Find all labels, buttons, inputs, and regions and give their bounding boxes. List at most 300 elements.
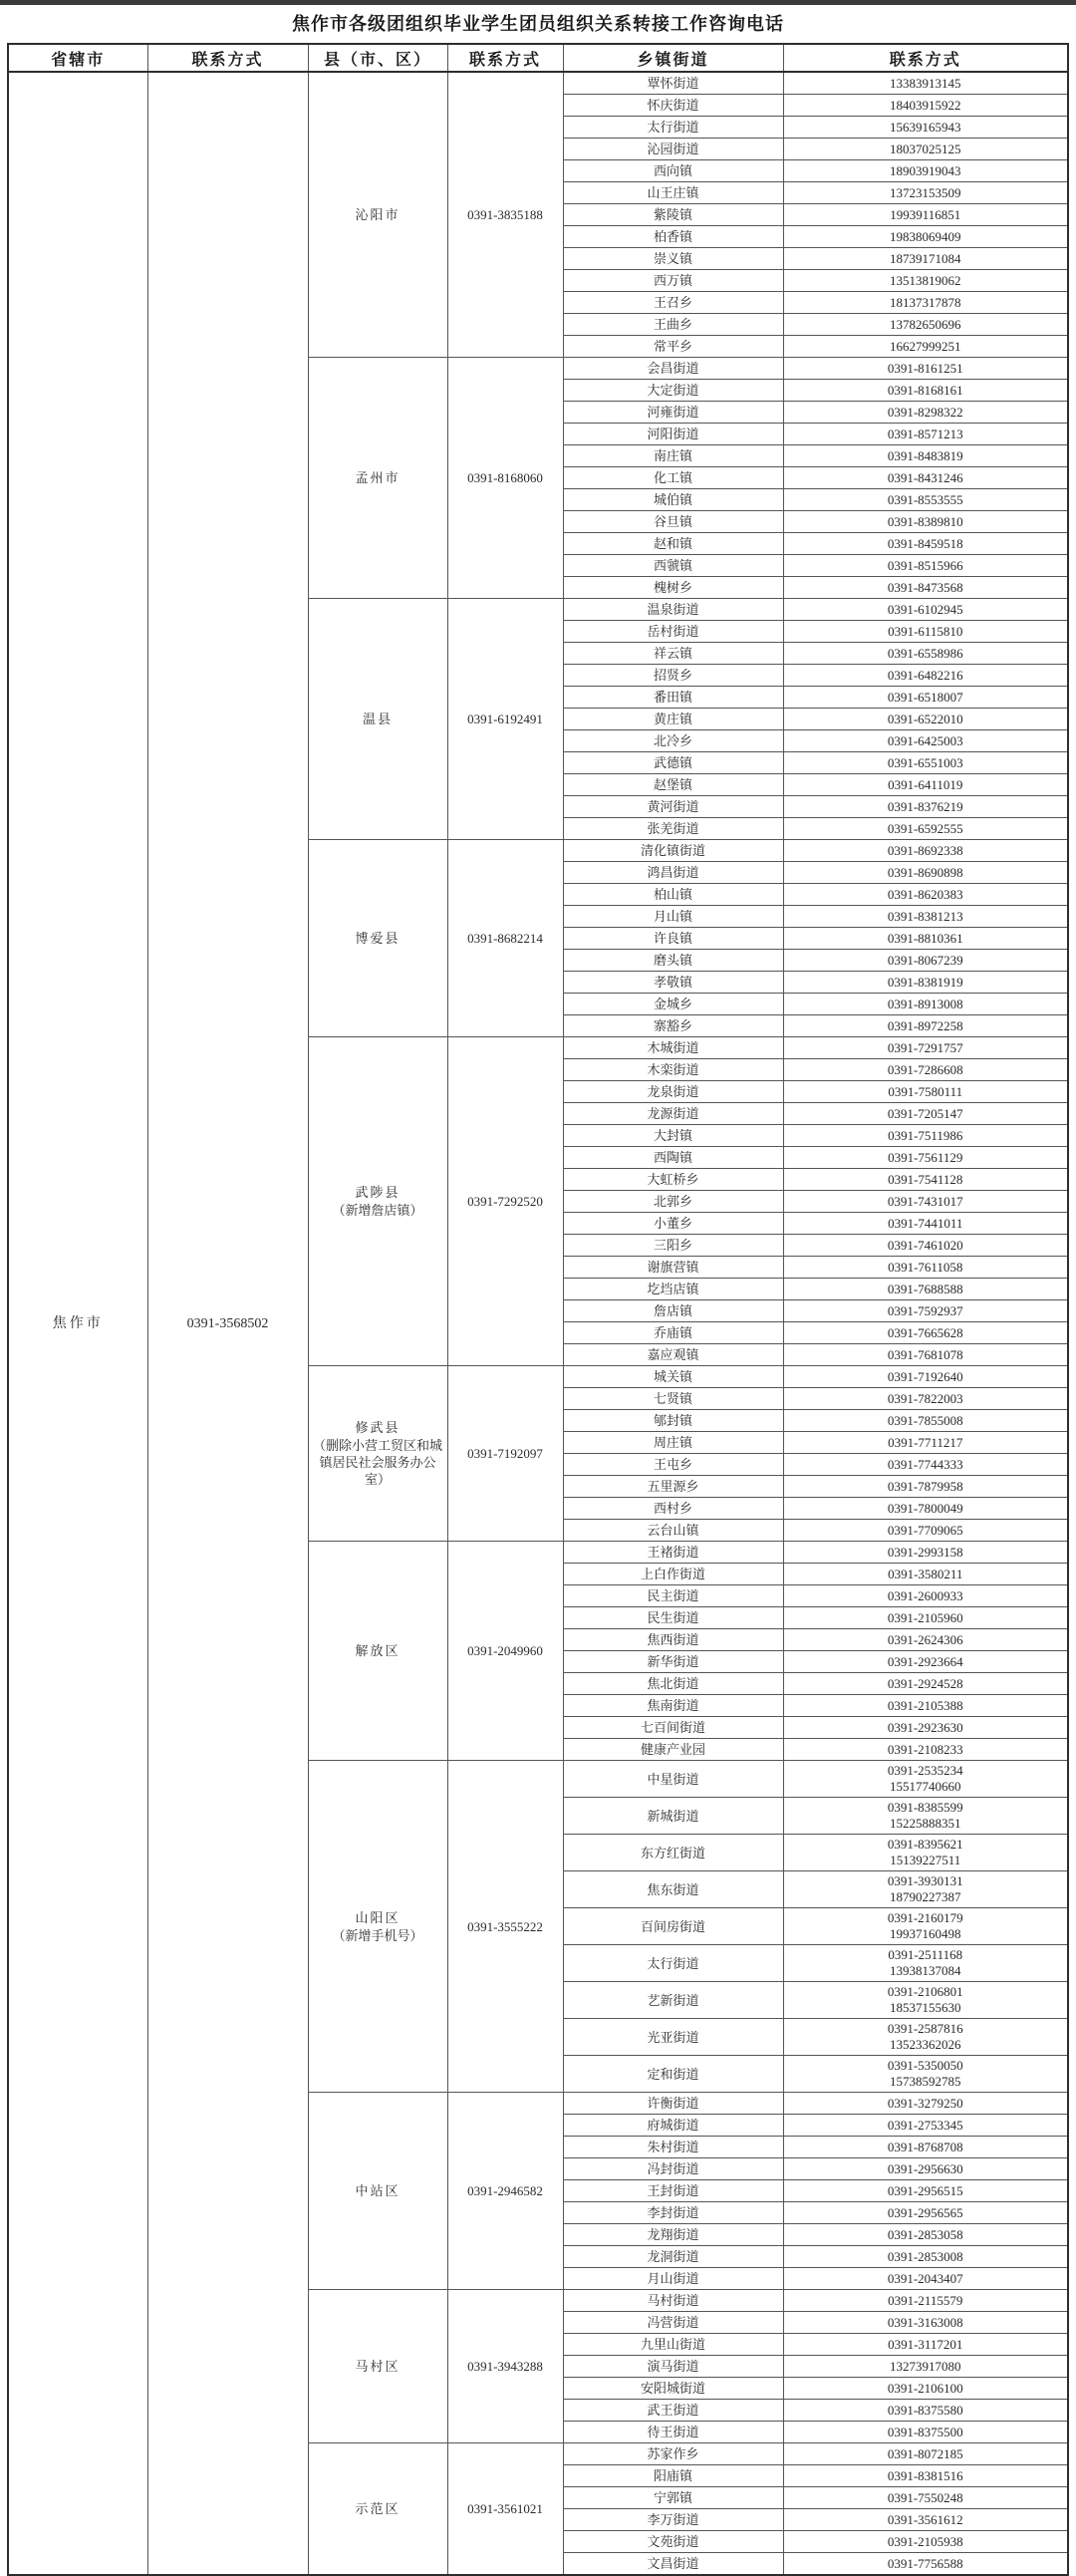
district-name-cell [308, 358, 447, 599]
township-phone-cell [783, 2531, 1068, 2553]
township-row [8, 72, 1068, 95]
township-phone-cell [783, 840, 1068, 862]
township-phone-cell [783, 1454, 1068, 1476]
township-cell: 王曲乡 [563, 314, 783, 336]
phone-number: 0391-7441011 [888, 1216, 963, 1231]
township-phone-cell [783, 1015, 1068, 1037]
phone-number: 0391-8381213 [887, 909, 963, 924]
township-cell: 新城街道 [563, 1798, 783, 1835]
phone-number: 0391-6425003 [887, 733, 963, 748]
district-name: 示范区 [355, 2501, 401, 2516]
township-phone-cell [783, 117, 1068, 139]
phone-number: 0391-7800049 [887, 1501, 963, 1516]
township-cell: 月山镇 [563, 906, 783, 928]
township-phone-cell [783, 1651, 1068, 1673]
township-phone-cell [783, 1059, 1068, 1081]
phone-number: 13383913145 [890, 76, 961, 91]
township-phone-cell [783, 467, 1068, 489]
township-cell: 圪垱店镇 [563, 1279, 783, 1300]
district-phone-cell: 0391-6192491 [447, 599, 563, 840]
phone-number: 0391-8376219 [887, 799, 963, 814]
phone-number: 0391-7192640 [887, 1369, 963, 1384]
township-phone-cell [783, 2224, 1068, 2246]
township-phone-cell [783, 1300, 1068, 1322]
township-cell: 龙洞街道 [563, 2246, 783, 2268]
phone-number: 0391-8913008 [887, 997, 963, 1011]
district-name: 博爱县 [355, 931, 401, 946]
district-name-cell [308, 2443, 447, 2576]
phone-number: 0391-8298322 [887, 405, 963, 420]
phone-number: 0391-8431246 [887, 470, 963, 485]
township-phone-cell [783, 1498, 1068, 1520]
phone-number: 0391-8067239 [887, 953, 963, 968]
township-phone-cell [783, 1585, 1068, 1607]
township-cell: 上白作街道 [563, 1564, 783, 1585]
township-cell: 健康产业园 [563, 1739, 783, 1761]
phone-number: 19838069409 [890, 229, 961, 244]
district-phone-cell: 0391-3555222 [447, 1761, 563, 2093]
township-cell: 文昌街道 [563, 2553, 783, 2576]
township-cell: 府城街道 [563, 2115, 783, 2137]
phone-number: 0391-8692338 [887, 843, 963, 858]
phone-number: 15517740660 [890, 1779, 961, 1794]
township-phone-cell [783, 1169, 1068, 1191]
township-phone-cell [783, 511, 1068, 533]
township-phone-cell [783, 2115, 1068, 2137]
township-phone-cell [783, 1761, 1068, 1798]
district-phone-cell: 0391-3943288 [447, 2290, 563, 2443]
township-cell: 招贤乡 [563, 665, 783, 687]
district-phone-cell: 0391-7192097 [447, 1366, 563, 1542]
phone-number: 15225888351 [890, 1816, 961, 1831]
township-cell: 武王街道 [563, 2400, 783, 2422]
township-phone-cell [783, 2137, 1068, 2158]
township-phone-cell [783, 2202, 1068, 2224]
district-phone-cell: 0391-8168060 [447, 358, 563, 599]
township-phone-cell [783, 1081, 1068, 1103]
phone-number: 0391-2106801 [887, 1984, 963, 1999]
phone-number: 0391-2160179 [887, 1910, 963, 1925]
phone-number: 0391-2853008 [887, 2249, 963, 2264]
district-name: 马村区 [355, 2359, 401, 2374]
phone-number: 0391-6482216 [887, 668, 963, 683]
phone-number: 0391-8483819 [887, 448, 963, 463]
township-cell: 大封镇 [563, 1125, 783, 1147]
district-name: 中站区 [355, 2183, 401, 2198]
phone-number: 19937160498 [890, 1926, 961, 1941]
phone-number: 0391-2956565 [887, 2205, 963, 2220]
township-phone-cell [783, 402, 1068, 424]
district-name-cell [308, 840, 447, 1037]
district-name: 孟州市 [355, 470, 401, 485]
phone-number: 0391-8375500 [887, 2425, 963, 2439]
township-phone-cell [783, 1322, 1068, 1344]
township-phone-cell [783, 884, 1068, 906]
phone-number: 0391-8072185 [887, 2446, 963, 2461]
phone-number: 0391-8375580 [887, 2403, 963, 2418]
township-cell: 待王街道 [563, 2422, 783, 2443]
phone-number: 0391-6518007 [887, 690, 963, 705]
district-name: 温县 [362, 712, 393, 726]
township-cell: 黄庄镇 [563, 709, 783, 730]
township-cell: 柏山镇 [563, 884, 783, 906]
township-phone-cell [783, 906, 1068, 928]
phone-number: 0391-7665628 [887, 1325, 963, 1340]
township-phone-cell [783, 1871, 1068, 1908]
township-phone-cell [783, 1695, 1068, 1717]
phone-number: 0391-5350050 [887, 2058, 963, 2073]
phone-number: 0391-6115810 [888, 624, 963, 639]
township-phone-cell [783, 928, 1068, 950]
phone-number: 0391-8972258 [887, 1018, 963, 1033]
township-phone-cell [783, 182, 1068, 204]
township-phone-cell [783, 2509, 1068, 2531]
township-cell: 东方红街道 [563, 1835, 783, 1871]
township-cell: 演马街道 [563, 2356, 783, 2378]
phone-number: 18037025125 [890, 142, 961, 156]
phone-number: 0391-2924528 [887, 1676, 963, 1691]
township-phone-cell [783, 1344, 1068, 1366]
township-phone-cell [783, 160, 1068, 182]
phone-number: 0391-8473568 [887, 580, 963, 595]
phone-number: 0391-7291757 [887, 1040, 963, 1055]
township-phone-cell [783, 599, 1068, 621]
township-phone-cell [783, 774, 1068, 796]
phone-number: 0391-8768708 [887, 2140, 963, 2154]
township-cell: 七百间街道 [563, 1717, 783, 1739]
column-header-township-contact: 联系方式 [783, 44, 1068, 72]
township-phone-cell [783, 972, 1068, 994]
phone-number: 0391-3930131 [887, 1873, 963, 1888]
district-phone-cell: 0391-7292520 [447, 1037, 563, 1366]
phone-number: 0391-8515966 [887, 558, 963, 573]
phone-number: 15139227511 [890, 1853, 961, 1867]
district-phone-cell: 0391-3835188 [447, 72, 563, 358]
phone-number: 0391-3117201 [888, 2337, 963, 2352]
township-phone-cell [783, 1673, 1068, 1695]
township-cell: 孝敬镇 [563, 972, 783, 994]
township-phone-cell [783, 2158, 1068, 2180]
township-phone-cell [783, 380, 1068, 402]
phone-number: 16627999251 [890, 339, 961, 354]
township-phone-cell [783, 1125, 1068, 1147]
phone-number: 0391-2600933 [887, 1588, 963, 1603]
township-phone-cell [783, 643, 1068, 665]
phone-number: 0391-8810361 [887, 931, 963, 946]
phone-number: 0391-7580111 [888, 1084, 963, 1099]
township-cell: 焦南街道 [563, 1695, 783, 1717]
phone-number: 18537155630 [890, 2000, 961, 2015]
phone-number: 0391-7709065 [887, 1523, 963, 1538]
township-phone-cell [783, 709, 1068, 730]
township-cell: 周庄镇 [563, 1432, 783, 1454]
township-cell: 嘉应观镇 [563, 1344, 783, 1366]
township-cell: 民生街道 [563, 1607, 783, 1629]
township-cell: 冯封街道 [563, 2158, 783, 2180]
township-phone-cell [783, 1366, 1068, 1388]
phone-number: 0391-8168161 [887, 383, 963, 398]
township-phone-cell [783, 2312, 1068, 2334]
township-cell: 武德镇 [563, 752, 783, 774]
phone-number: 0391-3163008 [887, 2315, 963, 2330]
district-name-cell [308, 1366, 447, 1542]
township-cell: 王屯乡 [563, 1454, 783, 1476]
phone-number: 13723153509 [890, 185, 961, 200]
township-cell: 安阳城街道 [563, 2378, 783, 2400]
township-phone-cell [783, 1432, 1068, 1454]
district-phone-cell: 0391-3561021 [447, 2443, 563, 2576]
phone-number: 0391-6102945 [887, 602, 963, 617]
township-phone-cell [783, 2246, 1068, 2268]
city-phone-cell: 0391-3568502 [147, 72, 308, 2575]
township-cell: 月山街道 [563, 2268, 783, 2290]
township-phone-cell [783, 336, 1068, 358]
township-cell: 许衡街道 [563, 2093, 783, 2115]
township-cell: 河雍街道 [563, 402, 783, 424]
township-phone-cell [783, 687, 1068, 709]
district-name-cell [308, 2290, 447, 2443]
phone-number: 0391-2624306 [887, 1632, 963, 1647]
township-cell: 山王庄镇 [563, 182, 783, 204]
township-cell: 赵堡镇 [563, 774, 783, 796]
phone-number: 19939116851 [890, 207, 961, 222]
township-cell: 槐树乡 [563, 577, 783, 599]
township-phone-cell [783, 2422, 1068, 2443]
township-cell: 磨头镇 [563, 950, 783, 972]
township-cell: 木城街道 [563, 1037, 783, 1059]
district-name: 修武县 [355, 1420, 401, 1435]
township-cell: 番田镇 [563, 687, 783, 709]
township-phone-cell [783, 1908, 1068, 1945]
township-cell: 怀庆街道 [563, 95, 783, 117]
township-phone-cell [783, 489, 1068, 511]
phone-number: 0391-7541128 [888, 1172, 963, 1187]
phone-number: 0391-7550248 [887, 2490, 963, 2505]
township-cell: 太行街道 [563, 1945, 783, 1982]
district-name: 山阳区 [355, 1909, 401, 1925]
city-name-cell: 焦作市 [8, 72, 147, 2575]
township-phone-cell [783, 358, 1068, 380]
township-phone-cell [783, 1520, 1068, 1542]
phone-number: 0391-7688588 [887, 1282, 963, 1296]
township-cell: 三阳乡 [563, 1235, 783, 1257]
township-cell: 百间房街道 [563, 1908, 783, 1945]
township-cell: 宁郭镇 [563, 2487, 783, 2509]
township-phone-cell [783, 2356, 1068, 2378]
phone-number: 0391-2923630 [887, 1720, 963, 1735]
phone-number: 0391-7561129 [888, 1150, 963, 1165]
township-cell: 沁园街道 [563, 139, 783, 160]
township-cell: 西村乡 [563, 1498, 783, 1520]
phone-number: 0391-6558986 [887, 646, 963, 661]
township-cell: 城关镇 [563, 1366, 783, 1388]
township-cell: 小董乡 [563, 1213, 783, 1235]
township-cell: 谷旦镇 [563, 511, 783, 533]
township-phone-cell [783, 2093, 1068, 2115]
phone-number: 0391-7611058 [888, 1260, 963, 1275]
phone-number: 0391-7822003 [887, 1391, 963, 1406]
township-cell: 民主街道 [563, 1585, 783, 1607]
phone-number: 0391-6551003 [887, 755, 963, 770]
township-cell: 温泉街道 [563, 599, 783, 621]
township-cell: 焦北街道 [563, 1673, 783, 1695]
township-cell: 西虢镇 [563, 555, 783, 577]
phone-number: 0391-7711217 [888, 1435, 963, 1450]
township-phone-cell [783, 2290, 1068, 2312]
township-phone-cell [783, 445, 1068, 467]
township-cell: 龙翔街道 [563, 2224, 783, 2246]
phone-number: 0391-7592937 [887, 1303, 963, 1318]
township-cell: 西陶镇 [563, 1147, 783, 1169]
phone-number: 0391-2853058 [887, 2227, 963, 2242]
township-phone-cell [783, 1213, 1068, 1235]
township-phone-cell [783, 1191, 1068, 1213]
township-cell: 黄河街道 [563, 796, 783, 818]
township-phone-cell [783, 796, 1068, 818]
phone-number: 13782650696 [890, 317, 961, 332]
phone-number: 0391-7286608 [887, 1062, 963, 1077]
header-row [8, 44, 1068, 72]
district-note: （新增手机号） [332, 1927, 423, 1943]
district-name-cell [308, 1542, 447, 1761]
township-cell: 化工镇 [563, 467, 783, 489]
township-cell: 阳庙镇 [563, 2465, 783, 2487]
township-cell: 城伯镇 [563, 489, 783, 511]
township-cell: 寨豁乡 [563, 1015, 783, 1037]
phone-number: 0391-8381516 [887, 2468, 963, 2483]
contact-table [7, 43, 1069, 2576]
page-title: 焦作市各级团组织毕业学生团员组织关系转接工作咨询电话 [292, 14, 784, 34]
column-header-city-contact: 联系方式 [147, 44, 308, 72]
district-name: 武陟县 [355, 1185, 401, 1200]
township-cell: 冯营街道 [563, 2312, 783, 2334]
district-name-cell [308, 2093, 447, 2290]
column-header-county-contact: 联系方式 [447, 44, 563, 72]
township-phone-cell [783, 1739, 1068, 1761]
township-cell: 定和街道 [563, 2056, 783, 2093]
phone-number: 0391-7879958 [887, 1479, 963, 1494]
township-cell: 北冷乡 [563, 730, 783, 752]
township-phone-cell [783, 555, 1068, 577]
township-cell: 九里山街道 [563, 2334, 783, 2356]
township-phone-cell [783, 1835, 1068, 1871]
district-name-cell [308, 72, 447, 358]
phone-number: 18790227387 [890, 1889, 961, 1904]
phone-number: 0391-8385599 [887, 1800, 963, 1815]
township-phone-cell [783, 533, 1068, 555]
phone-number: 0391-2753345 [887, 2118, 963, 2133]
phone-number: 0391-2535234 [887, 1763, 963, 1778]
phone-number: 18137317878 [890, 295, 961, 310]
phone-number: 0391-2106100 [887, 2381, 963, 2396]
township-phone-cell [783, 1037, 1068, 1059]
township-cell: 焦东街道 [563, 1871, 783, 1908]
phone-number: 0391-2993158 [887, 1545, 963, 1560]
township-phone-cell [783, 1798, 1068, 1835]
phone-number: 13513819062 [890, 273, 961, 288]
township-phone-cell [783, 1257, 1068, 1279]
township-cell: 常平乡 [563, 336, 783, 358]
township-cell: 王封街道 [563, 2180, 783, 2202]
phone-number: 0391-6522010 [887, 712, 963, 726]
township-cell: 詹店镇 [563, 1300, 783, 1322]
township-cell: 河阳街道 [563, 424, 783, 445]
phone-number: 0391-2587816 [887, 2021, 963, 2036]
township-phone-cell [783, 248, 1068, 270]
township-cell: 北郭乡 [563, 1191, 783, 1213]
township-phone-cell [783, 2400, 1068, 2422]
township-phone-cell [783, 1147, 1068, 1169]
township-cell: 艺新街道 [563, 1982, 783, 2019]
township-cell: 南庄镇 [563, 445, 783, 467]
phone-number: 0391-7681078 [887, 1347, 963, 1362]
township-phone-cell [783, 1476, 1068, 1498]
phone-number: 0391-8381919 [887, 975, 963, 990]
phone-number: 13938137084 [890, 1963, 961, 1978]
township-cell: 鸿昌街道 [563, 862, 783, 884]
township-phone-cell [783, 270, 1068, 292]
township-phone-cell [783, 139, 1068, 160]
township-cell: 朱村街道 [563, 2137, 783, 2158]
phone-number: 0391-8389810 [887, 514, 963, 529]
phone-number: 13523362026 [890, 2037, 961, 2052]
township-cell: 光亚街道 [563, 2019, 783, 2056]
township-cell: 李万街道 [563, 2509, 783, 2531]
township-cell: 马村街道 [563, 2290, 783, 2312]
district-name-cell [308, 1761, 447, 2093]
phone-number: 0391-2956630 [887, 2161, 963, 2176]
township-phone-cell [783, 2334, 1068, 2356]
township-phone-cell [783, 621, 1068, 643]
phone-number: 0391-7756588 [887, 2556, 963, 2571]
phone-number: 0391-7511986 [888, 1128, 963, 1143]
township-cell: 郇封镇 [563, 1410, 783, 1432]
township-cell: 金城乡 [563, 994, 783, 1015]
phone-number: 0391-6592555 [887, 821, 963, 836]
phone-number: 15639165943 [890, 120, 961, 135]
township-cell: 会昌街道 [563, 358, 783, 380]
township-phone-cell [783, 1279, 1068, 1300]
township-cell: 中星街道 [563, 1761, 783, 1798]
phone-number: 0391-2108233 [887, 1742, 963, 1757]
phone-number: 15738592785 [890, 2074, 961, 2089]
township-phone-cell [783, 2378, 1068, 2400]
township-phone-cell [783, 1410, 1068, 1432]
phone-number: 0391-8690898 [887, 865, 963, 880]
township-phone-cell [783, 95, 1068, 117]
township-cell: 西向镇 [563, 160, 783, 182]
township-cell: 西万镇 [563, 270, 783, 292]
township-phone-cell [783, 818, 1068, 840]
township-cell: 龙泉街道 [563, 1081, 783, 1103]
phone-number: 0391-7205147 [887, 1106, 963, 1121]
phone-number: 0391-8459518 [887, 536, 963, 551]
phone-number: 0391-7744333 [887, 1457, 963, 1472]
township-cell: 许良镇 [563, 928, 783, 950]
township-cell: 崇义镇 [563, 248, 783, 270]
township-phone-cell [783, 2180, 1068, 2202]
township-phone-cell [783, 1542, 1068, 1564]
township-cell: 清化镇街道 [563, 840, 783, 862]
township-phone-cell [783, 1564, 1068, 1585]
district-name: 沁阳市 [355, 207, 401, 222]
township-cell: 焦西街道 [563, 1629, 783, 1651]
phone-number: 0391-2105388 [887, 1698, 963, 1713]
phone-number: 0391-3580211 [888, 1567, 963, 1581]
township-phone-cell [783, 862, 1068, 884]
township-cell: 王召乡 [563, 292, 783, 314]
phone-number: 0391-8553555 [887, 492, 963, 507]
